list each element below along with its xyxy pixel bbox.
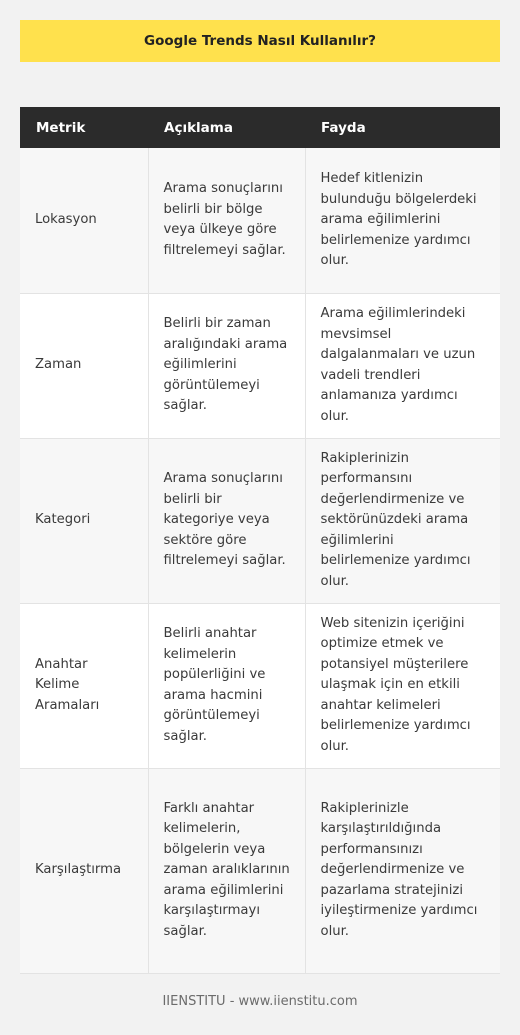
table-row [20,438,500,603]
cell-description: Belirli bir zaman aralığındaki arama eğilimlerini görüntülemeyi sağlar. [148,293,305,438]
column-header-description: Açıklama [148,107,305,148]
cell-description: Arama sonuçlarını belirli bir bölge veya ülkeye göre filtrelemeyi sağlar. [148,148,305,293]
cell-benefit: Rakiplerinizin performansını değerlendirmenize ve sektörünüzdeki arama eğilimlerini belirlemenize yardımcı olur. [305,438,500,603]
page-title: Google Trends Nasıl Kullanılır? [20,20,500,62]
cell-metric: Kategori [20,438,148,603]
cell-benefit: Arama eğilimlerindeki mevsimsel dalgalanmaları ve uzun vadeli trendleri anlamanıza yardımcı olur. [305,293,500,438]
cell-benefit: Hedef kitlenizin bulunduğu bölgelerdeki arama eğilimlerini belirlemenize yardımcı olur. [305,148,500,293]
cell-description: Belirli anahtar kelimelerin popülerliğini ve arama hacmini görüntülemeyi sağlar. [148,603,305,768]
cell-benefit: Web sitenizin içeriğini optimize etmek ve potansiyel müşterilere ulaşmak için en etkili anahtar kelimeleri belirlemenize yardımcı olur. [305,603,500,768]
metrics-table [20,107,500,974]
table-row [20,603,500,768]
table-row [20,768,500,973]
footer-credit: IIENSTITU - www.iienstitu.com [162,994,358,1009]
cell-metric: Zaman [20,293,148,438]
table-header-row [20,107,500,148]
cell-description: Farklı anahtar kelimelerin, bölgelerin veya zaman aralıklarının arama eğilimlerini karşılaştırmayı sağlar. [148,768,305,973]
cell-description: Arama sonuçlarını belirli bir kategoriye veya sektöre göre filtrelemeyi sağlar. [148,438,305,603]
cell-benefit: Rakiplerinizle karşılaştırıldığında performansınızı değerlendirmenize ve pazarlama stratejinizi iyileştirmenize yardımcı olur. [305,768,500,973]
table-row [20,148,500,293]
column-header-benefit: Fayda [305,107,500,148]
table-row [20,293,500,438]
column-header-metric: Metrik [20,107,148,148]
cell-metric: Lokasyon [20,148,148,293]
cell-metric: Anahtar Kelime Aramaları [20,603,148,768]
cell-metric: Karşılaştırma [20,768,148,973]
